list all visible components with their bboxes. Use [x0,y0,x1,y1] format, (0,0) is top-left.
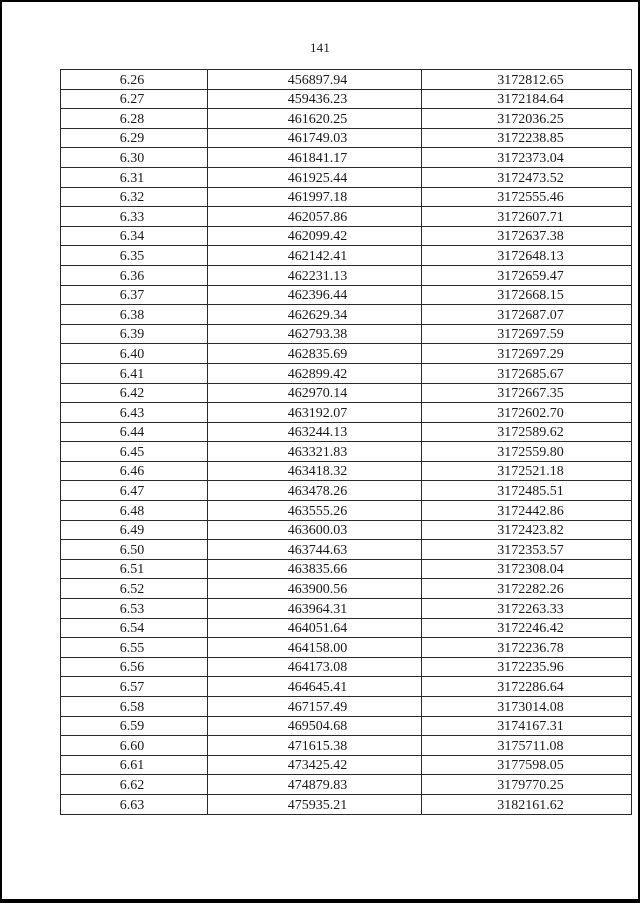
x-coordinate-cell: 462835.69 [208,344,422,364]
point-id-cell: 6.45 [61,442,208,462]
point-id-cell: 6.58 [61,697,208,717]
x-coordinate-cell: 462629.34 [208,305,422,325]
point-id-cell: 6.40 [61,344,208,364]
table-row [61,344,632,364]
point-id-cell: 6.31 [61,167,208,187]
table-row [61,383,632,403]
y-coordinate-cell: 3172602.70 [422,403,632,423]
x-coordinate-cell: 469504.68 [208,716,422,736]
table-row [61,89,632,109]
point-id-cell: 6.46 [61,461,208,481]
table-row [61,599,632,619]
x-coordinate-cell: 461841.17 [208,148,422,168]
x-coordinate-cell: 462231.13 [208,265,422,285]
point-id-cell: 6.50 [61,540,208,560]
table-row [61,638,632,658]
x-coordinate-cell: 461620.25 [208,109,422,129]
table-row [61,148,632,168]
y-coordinate-cell: 3172589.62 [422,422,632,442]
y-coordinate-cell: 3172697.29 [422,344,632,364]
point-id-cell: 6.35 [61,246,208,266]
point-id-cell: 6.56 [61,657,208,677]
point-id-cell: 6.59 [61,716,208,736]
x-coordinate-cell: 462793.38 [208,324,422,344]
y-coordinate-cell: 3172036.25 [422,109,632,129]
x-coordinate-cell: 464158.00 [208,638,422,658]
x-coordinate-cell: 463192.07 [208,403,422,423]
page-number: 141 [309,40,331,55]
table-row [61,579,632,599]
x-coordinate-cell: 462899.42 [208,363,422,383]
table-row [61,442,632,462]
y-coordinate-cell: 3172685.67 [422,363,632,383]
table-row [61,226,632,246]
point-id-cell: 6.61 [61,755,208,775]
point-id-cell: 6.52 [61,579,208,599]
point-id-cell: 6.53 [61,599,208,619]
y-coordinate-cell: 3172263.33 [422,599,632,619]
table-row [61,305,632,325]
y-coordinate-cell: 3172648.13 [422,246,632,266]
x-coordinate-cell: 464645.41 [208,677,422,697]
point-id-cell: 6.30 [61,148,208,168]
point-id-cell: 6.43 [61,403,208,423]
y-coordinate-cell: 3172521.18 [422,461,632,481]
x-coordinate-cell: 461925.44 [208,167,422,187]
y-coordinate-cell: 3172697.59 [422,324,632,344]
y-coordinate-cell: 3172555.46 [422,187,632,207]
y-coordinate-cell: 3172659.47 [422,265,632,285]
x-coordinate-cell: 462970.14 [208,383,422,403]
point-id-cell: 6.42 [61,383,208,403]
table-row [61,755,632,775]
y-coordinate-cell: 3172308.04 [422,559,632,579]
y-coordinate-cell: 3182161.62 [422,794,632,814]
x-coordinate-cell: 463900.56 [208,579,422,599]
table-row [61,403,632,423]
x-coordinate-cell: 464173.08 [208,657,422,677]
x-coordinate-cell: 467157.49 [208,697,422,717]
y-coordinate-cell: 3177598.05 [422,755,632,775]
point-id-cell: 6.26 [61,70,208,90]
y-coordinate-cell: 3172485.51 [422,481,632,501]
point-id-cell: 6.54 [61,618,208,638]
point-id-cell: 6.27 [61,89,208,109]
table-row [61,422,632,442]
table-row [61,109,632,129]
table-row [61,559,632,579]
x-coordinate-cell: 463418.32 [208,461,422,481]
table-row [61,716,632,736]
y-coordinate-cell: 3172442.86 [422,501,632,521]
point-id-cell: 6.37 [61,285,208,305]
x-coordinate-cell: 461749.03 [208,128,422,148]
table-row [61,324,632,344]
y-coordinate-cell: 3175711.08 [422,736,632,756]
x-coordinate-cell: 474879.83 [208,775,422,795]
point-id-cell: 6.47 [61,481,208,501]
point-id-cell: 6.62 [61,775,208,795]
point-id-cell: 6.32 [61,187,208,207]
point-id-cell: 6.28 [61,109,208,129]
y-coordinate-cell: 3172235.96 [422,657,632,677]
x-coordinate-cell: 462057.86 [208,207,422,227]
x-coordinate-cell: 463555.26 [208,501,422,521]
table-row [61,775,632,795]
y-coordinate-cell: 3172238.85 [422,128,632,148]
point-id-cell: 6.41 [61,363,208,383]
x-coordinate-cell: 463964.31 [208,599,422,619]
x-coordinate-cell: 462396.44 [208,285,422,305]
x-coordinate-cell: 463321.83 [208,442,422,462]
x-coordinate-cell: 473425.42 [208,755,422,775]
point-id-cell: 6.33 [61,207,208,227]
point-id-cell: 6.49 [61,520,208,540]
x-coordinate-cell: 463244.13 [208,422,422,442]
point-id-cell: 6.29 [61,128,208,148]
y-coordinate-cell: 3172184.64 [422,89,632,109]
point-id-cell: 6.57 [61,677,208,697]
table-row [61,265,632,285]
y-coordinate-cell: 3172812.65 [422,70,632,90]
x-coordinate-cell: 461997.18 [208,187,422,207]
table-row [61,481,632,501]
table-row [61,794,632,814]
point-id-cell: 6.36 [61,265,208,285]
y-coordinate-cell: 3172637.38 [422,226,632,246]
table-row [61,461,632,481]
x-coordinate-cell: 462099.42 [208,226,422,246]
y-coordinate-cell: 3172236.78 [422,638,632,658]
coordinates-table-body [61,70,632,815]
y-coordinate-cell: 3172687.07 [422,305,632,325]
x-coordinate-cell: 464051.64 [208,618,422,638]
coordinates-table [60,69,632,815]
table-row [61,70,632,90]
point-id-cell: 6.51 [61,559,208,579]
table-row [61,657,632,677]
y-coordinate-cell: 3172353.57 [422,540,632,560]
table-row [61,540,632,560]
point-id-cell: 6.48 [61,501,208,521]
table-row [61,285,632,305]
y-coordinate-cell: 3172423.82 [422,520,632,540]
point-id-cell: 6.60 [61,736,208,756]
y-coordinate-cell: 3172246.42 [422,618,632,638]
y-coordinate-cell: 3179770.25 [422,775,632,795]
x-coordinate-cell: 462142.41 [208,246,422,266]
y-coordinate-cell: 3172473.52 [422,167,632,187]
table-row [61,207,632,227]
x-coordinate-cell: 463744.63 [208,540,422,560]
y-coordinate-cell: 3172667.35 [422,383,632,403]
scan-border-bottom [0,899,640,903]
table-row [61,520,632,540]
table-row [61,677,632,697]
table-row [61,246,632,266]
point-id-cell: 6.39 [61,324,208,344]
scan-border-top [0,0,640,2]
y-coordinate-cell: 3172282.26 [422,579,632,599]
y-coordinate-cell: 3174167.31 [422,716,632,736]
table-row [61,697,632,717]
point-id-cell: 6.34 [61,226,208,246]
y-coordinate-cell: 3172286.64 [422,677,632,697]
x-coordinate-cell: 463478.26 [208,481,422,501]
table-row [61,167,632,187]
y-coordinate-cell: 3173014.08 [422,697,632,717]
x-coordinate-cell: 463835.66 [208,559,422,579]
point-id-cell: 6.38 [61,305,208,325]
x-coordinate-cell: 456897.94 [208,70,422,90]
y-coordinate-cell: 3172607.71 [422,207,632,227]
x-coordinate-cell: 459436.23 [208,89,422,109]
y-coordinate-cell: 3172373.04 [422,148,632,168]
y-coordinate-cell: 3172668.15 [422,285,632,305]
table-row [61,187,632,207]
x-coordinate-cell: 471615.38 [208,736,422,756]
y-coordinate-cell: 3172559.80 [422,442,632,462]
table-row [61,618,632,638]
x-coordinate-cell: 475935.21 [208,794,422,814]
table-row [61,128,632,148]
table-row [61,363,632,383]
table-row [61,736,632,756]
x-coordinate-cell: 463600.03 [208,520,422,540]
point-id-cell: 6.63 [61,794,208,814]
point-id-cell: 6.44 [61,422,208,442]
scan-border-left [0,0,2,903]
point-id-cell: 6.55 [61,638,208,658]
table-row [61,501,632,521]
